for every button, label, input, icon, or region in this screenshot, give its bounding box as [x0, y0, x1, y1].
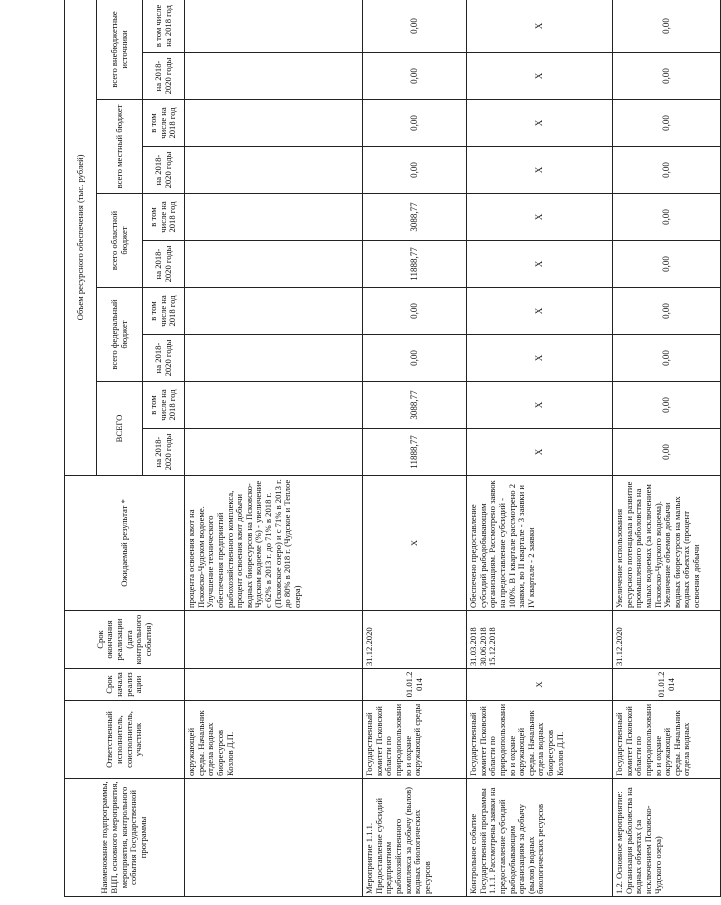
table-row: [467, 0, 613, 897]
header-local: всего местный бюджет: [97, 100, 143, 194]
header-period: на 2018-2020 годы: [143, 147, 185, 194]
row-value: [185, 288, 363, 335]
row-value: [185, 429, 363, 476]
row-value: X: [467, 147, 613, 194]
header-period: на 2018-2020 годы: [143, 241, 185, 288]
row-value: 0,00: [363, 100, 467, 147]
row-value: [185, 194, 363, 241]
row-start: 01.01.2014: [363, 669, 467, 701]
header-volume: Объем ресурсного обеспечения (тыс. рублей): [65, 0, 97, 476]
row-end: [185, 611, 363, 669]
row-start: [185, 669, 363, 701]
row-value: 0,00: [363, 288, 467, 335]
row-value: X: [467, 429, 613, 476]
resource-table: [64, 0, 721, 897]
row-start: 01.01.2014: [613, 669, 721, 701]
row-value: 0,00: [613, 241, 721, 288]
table-row: [363, 0, 467, 897]
row-value: 3088,77: [363, 382, 467, 429]
row-value: [185, 382, 363, 429]
row-value: X: [467, 382, 613, 429]
row-result: Увеличение использования ресурсного потенциала и развитие промышленного рыболовства на малых водоемах (за исключением Псковско-Чудского водоема). Увеличение объемов добычи водных биоресурсов на малых водных объектах (процент освоения добычи: [613, 476, 721, 611]
header-period: на 2018-2020 годы: [143, 335, 185, 382]
row-executor: Государственный комитет Псковской области по природопользованию и охране окружающей среды. Начальник отдела водных: [613, 701, 721, 779]
row-result: процента освоения квот на Псковско-Чудском водоеме. Улучшение технического обеспечения предприятий рыбохозяйственного комплекса, процент освоения квот добычи водных биоресурсов на Псковско-Чудском водоеме (%) - увеличение с 62% в 2013 г. до 71% в 2018 г. (Псковское озеро) и с 71% в 2013 г. до 80% в 2018 г. (Чудское и Теплое озера): [185, 476, 363, 611]
row-start: X: [467, 669, 613, 701]
row-value: 11888,77: [363, 241, 467, 288]
row-end: 31.12.2020: [613, 611, 721, 669]
row-value: 3088,77: [363, 194, 467, 241]
row-executor: Государственный комитет Псковской области по природопользованию и охране окружающей среды: [363, 701, 467, 779]
row-end: 31.12.2020: [363, 611, 467, 669]
header-year: в том числе на 2018 год: [143, 382, 185, 429]
row-value: [185, 100, 363, 147]
row-value: 0,00: [613, 288, 721, 335]
row-value: 0,00: [613, 147, 721, 194]
row-value: [185, 335, 363, 382]
row-value: 0,00: [613, 335, 721, 382]
table-row: [185, 0, 363, 897]
header-extrabudget: всего внебюджетные источники: [97, 0, 143, 100]
header-end: Срок окончания реализации (дата контрольного события): [65, 611, 185, 669]
header-year: в том числе на 2018 год: [143, 0, 185, 53]
row-value: X: [467, 288, 613, 335]
header-period: на 2018-2020 годы: [143, 429, 185, 476]
row-result: X: [363, 476, 467, 611]
row-value: 0,00: [613, 100, 721, 147]
row-value: 0,00: [363, 147, 467, 194]
header-start: Срок начала реализации: [65, 669, 185, 701]
header-name: Наименование подпрограммы, ВЦП, основного мероприятия, мероприятия, контрольного события Государственной программы: [65, 779, 185, 897]
header-year: в том числе на 2018 год: [143, 100, 185, 147]
row-value: X: [467, 241, 613, 288]
row-value: 0,00: [363, 53, 467, 100]
row-value: 0,00: [613, 194, 721, 241]
row-value: [185, 53, 363, 100]
header-result: Ожидаемый результат *: [65, 476, 185, 611]
header-period: на 2018-2020 годы: [143, 53, 185, 100]
row-end: 31.03.2018 30.06.2018 15.12.2018: [467, 611, 613, 669]
row-name: [185, 779, 363, 897]
row-value: 0,00: [363, 0, 467, 53]
header-federal: всего федеральный бюджет: [97, 288, 143, 382]
row-value: 11888,77: [363, 429, 467, 476]
row-result: Обеспечено предоставление субсидий рыбодобывающим организациям. Рассмотрено заявок на предоставление субсидий - 100%. В I квартале рассмотрено 2 заявки, во II квартале - 3 заявки и IV квартале - 2 заявки: [467, 476, 613, 611]
header-year: в том числе на 2018 год: [143, 194, 185, 241]
row-value: 0,00: [613, 429, 721, 476]
row-value: X: [467, 100, 613, 147]
row-name: Контрольное событие Государственной программы 1.1.1. Рассмотрены заявки на предоставление субсидий рыбодобывающим организациям за добычу (вылов) водных биологических ресурсов: [467, 779, 613, 897]
row-name: Мероприятие 1.1.1. Предоставление субсидий предприятиям рыбохозяйственного комплекса за добычу (вылов) водных биологических ресурсов: [363, 779, 467, 897]
header-regional: всего областной бюджет: [97, 194, 143, 288]
table-row: [613, 0, 721, 897]
row-value: 0,00: [613, 382, 721, 429]
row-value: X: [467, 335, 613, 382]
row-value: 0,00: [363, 335, 467, 382]
row-value: X: [467, 194, 613, 241]
row-value: X: [467, 53, 613, 100]
row-executor: окружающей среды. Начальник отдела водных биоресурсов Козлов Д.П.: [185, 701, 363, 779]
header-year: в том числе на 2018 год: [143, 288, 185, 335]
row-name: 1.2. Основное мероприятие: Организация рыболовства на водных объектах (за исключением Псковско-Чудского озера): [613, 779, 721, 897]
header-executor: Ответственный исполнитель, соисполнитель, участник: [65, 701, 185, 779]
row-value: [185, 0, 363, 53]
row-value: X: [467, 0, 613, 53]
row-value: [185, 241, 363, 288]
header-total: ВСЕГО: [97, 382, 143, 476]
row-value: [185, 147, 363, 194]
row-value: 0,00: [613, 0, 721, 53]
row-executor: Государственный комитет Псковской области по природопользованию и охране окружающей среды. Начальник отдела водных биоресурсов Козлов Д.П.: [467, 701, 613, 779]
row-value: 0,00: [613, 53, 721, 100]
